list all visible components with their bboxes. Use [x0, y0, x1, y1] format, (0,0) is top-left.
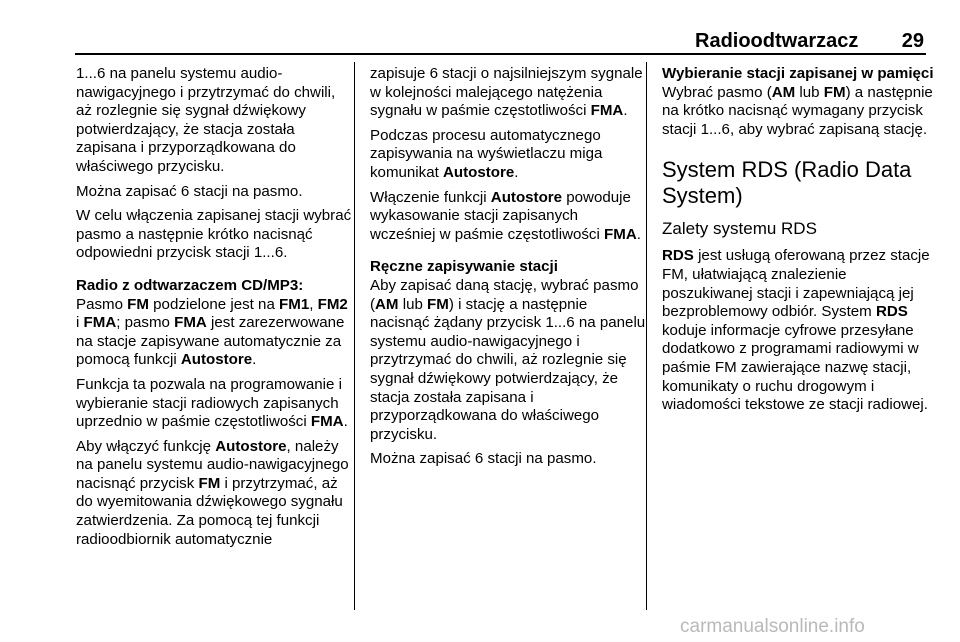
- header-title: Radioodtwarzacz: [695, 30, 859, 52]
- paragraph: Włączenie funkcji Autostore powoduje wykasowanie stacji zapisanych wcześniej w paśmie częstotliwości FMA.: [370, 188, 641, 243]
- column-divider-2: [646, 62, 647, 610]
- subsection-title: Zalety systemu RDS: [662, 219, 817, 239]
- column-3: [662, 65, 938, 421]
- paragraph: Można zapisać 6 stacji na pasmo.: [76, 182, 303, 200]
- header-rule: [75, 53, 926, 55]
- subheading-manual-storing: Ręczne zapisywanie stacji: [370, 258, 558, 276]
- section-title: System RDS (Radio Data System): [662, 157, 912, 209]
- page-number: 29: [901, 30, 924, 52]
- paragraph: Wybrać pasmo (AM lub FM) a następnie na krótko nacisnąć wymagany przycisk stacji 1...6, aby wybrać zapisaną stację.: [662, 83, 933, 138]
- paragraph: Można zapisać 6 stacji na pasmo.: [370, 450, 597, 468]
- paragraph: zapisuje 6 stacji o najsilniejszym sygnale w kolejności malejącego natężenia sygnału w paśmie częstotliwości FMA.: [370, 65, 643, 120]
- paragraph: Podczas procesu automatycznego zapisywania na wyświetlaczu miga komunikat Autostore.: [370, 126, 603, 181]
- column-divider-1: [354, 62, 355, 610]
- paragraph: 1...6 na panelu systemu audio-nawigacyjnego i przytrzymać do chwili, aż rozlegnie się sygnał dźwiękowy potwierdzający, że stacja została zapisana i przyporządkowana do właściwego przycisku.: [76, 65, 336, 175]
- paragraph: W celu włączenia zapisanej stacji wybrać pasmo a następnie krótko nacisnąć odpowiedni przycisk stacji 1...6.: [76, 207, 352, 262]
- paragraph: Funkcja ta pozwala na programowanie i wybieranie stacji radiowych zapisanych uprzednio w paśmie częstotliwości FMA.: [76, 375, 348, 431]
- column-1: [76, 65, 352, 555]
- paragraph: Aby włączyć funkcję Autostore, należy na panelu systemu audio-nawigacyjnego nacisnąć przycisk FM i przytrzymać, aż do wyemitowania dźwiękowego sygnału zatwierdzenia. Za pomocą tej funkcji radioodbiornik automatycznie: [76, 437, 349, 548]
- paragraph: Pasmo FM podzielone jest na FM1, FM2 i FMA; pasmo FMA jest zarezerwowane na stacje zapisywane automatycznie za pomocą funkcji Autostore.: [76, 295, 348, 369]
- watermark: carmanualsonline.info: [680, 616, 865, 637]
- subheading-cd-mp3: Radio z odtwarzaczem CD/MP3:: [76, 276, 304, 294]
- paragraph: RDS jest usługą oferowaną przez stacje FM, ułatwiającą znalezienie poszukiwanej stacji i zapewniającą jej bezproblemowy odbiór. System RDS koduje informacje cyfrowe przesyłane dodatkowo z programami radiowymi w paśmie FM zawierające nazwę stacji, komunikaty o ruchu drogowym i wiadomości tekstowe ze stacji radiowej.: [662, 247, 930, 414]
- column-2: [370, 65, 646, 475]
- paragraph: Aby zapisać daną stację, wybrać pasmo (AM lub FM) i stację a następnie nacisnąć żądany przycisk 1...6 na panelu systemu audio-nawigacyjnego i przytrzymać do chwili, aż rozlegnie się sygnał dźwiękowy potwierdzający, że stacja została zapisana i przyporządkowana do właściwego przycisku.: [370, 276, 646, 443]
- page-header: [75, 24, 926, 52]
- subheading-select-stored: Wybieranie stacji zapisanej w pamięci: [662, 65, 934, 82]
